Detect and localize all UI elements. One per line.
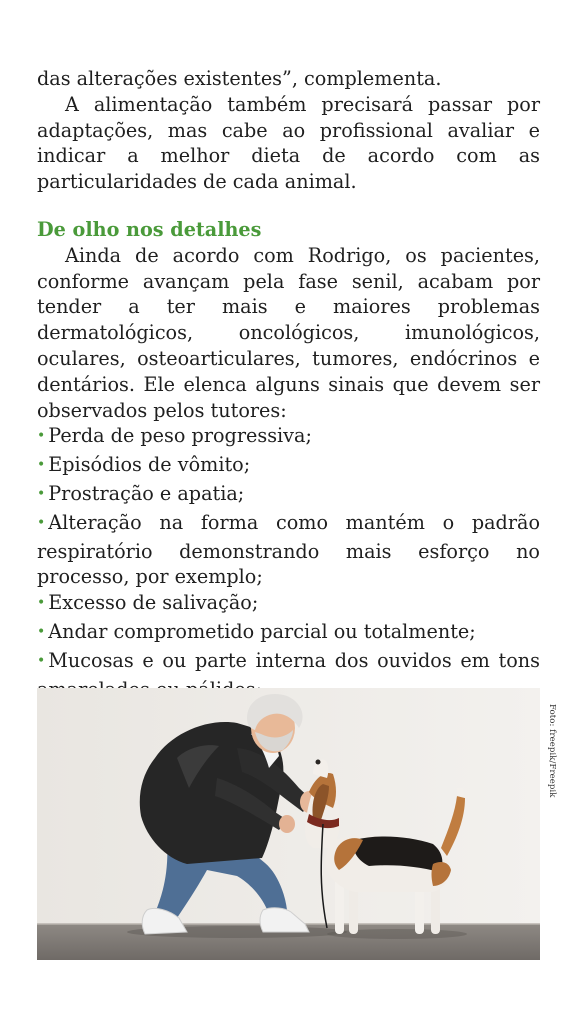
bullet-icon: • [37,595,46,612]
paragraph-intro: Ainda de acordo com Rodrigo, os pacientes, conforme avançam pela fase senil, acabam por tender a ter mais e maiores problemas dermatológicos, oncológicos, imunológicos, oculares, osteoarticulares, tumores, endócrinos e dentários. Ele elenca alguns sinais que devem ser observados pelos tutores: [37,243,540,422]
bullet-icon: • [37,623,46,640]
paragraph-diet: A alimentação também precisará passar por adaptações, mas cabe ao profissional avaliar e indicar a melhor dieta de acordo com as particularidades de cada animal. [37,92,540,194]
list-item: • Perda de peso progressiva; [37,424,312,448]
bullet-icon: • [37,652,46,669]
list-item: • Excesso de salivação; [37,591,259,615]
list-item: • Mucosas e ou parte interna dos ouvidos em tons [37,648,540,672]
photo-credit: Foto: freepik/Freepik [547,704,557,798]
bullet-icon: • [37,428,46,445]
paragraph-continuation: das alterações existentes”, complementa. [37,67,442,90]
article-text [37,66,540,783]
list-item: • Prostração e apatia; [37,481,245,505]
bullet-icon: • [37,457,46,474]
section-heading: De olho nos detalhes [37,217,262,241]
bullet-icon: • [37,514,46,531]
list-item: • Andar comprometido parcial ou totalmente; [37,619,476,643]
list-item: • Alteração na forma como mantém o padrão respiratório demonstrando mais esforço no processo, por exemplo; [37,510,540,589]
list-item: • Episódios de vômito; [37,453,251,477]
photo-man-with-beagle [37,688,540,960]
bullet-icon: • [37,485,46,502]
